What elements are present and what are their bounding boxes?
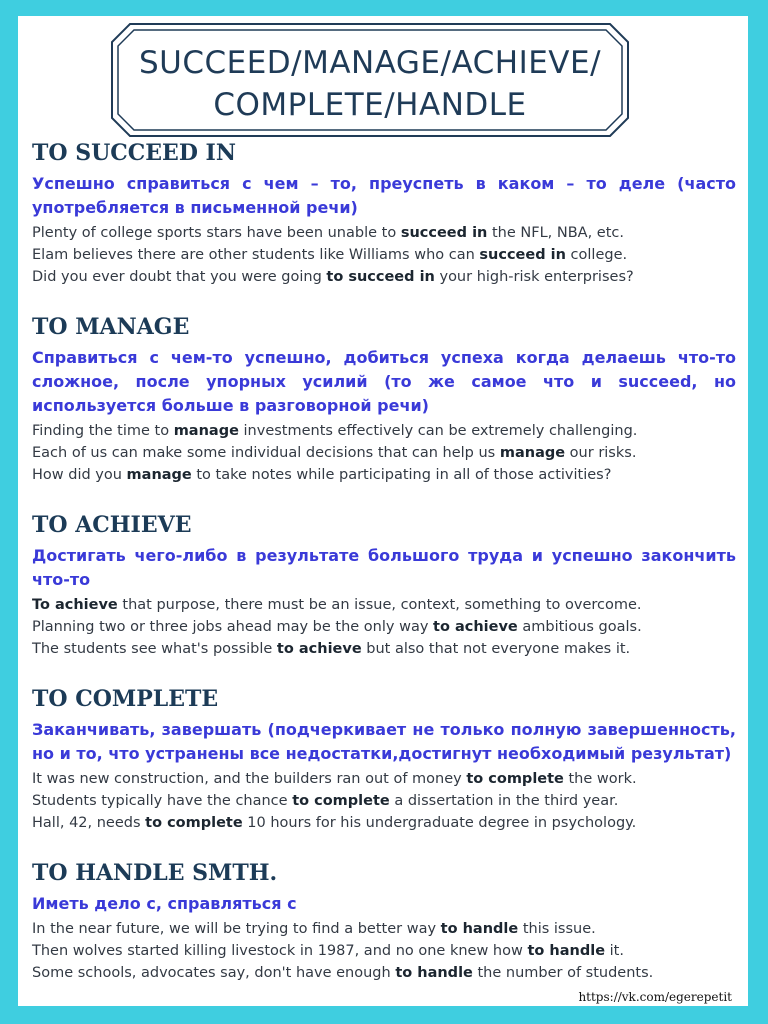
section-complete xyxy=(32,684,736,834)
section-definition: Заканчивать, завершать (подчеркивает не только полную завершенность, но и то, что устранены все недостатки,достигнут необходимый результат) xyxy=(32,720,736,763)
title-line-1: SUCCEED/MANAGE/ACHIEVE/ xyxy=(138,45,602,81)
example-sentence: Then wolves started killing livestock in 1987, and no one knew how to handle it. xyxy=(32,943,624,959)
section-heading: TO ACHIEVE xyxy=(32,512,192,538)
section-handle xyxy=(32,858,736,984)
section-heading: TO HANDLE SMTH. xyxy=(32,860,278,886)
example-sentence: Planning two or three jobs ahead may be the only way to achieve ambitious goals. xyxy=(32,619,642,635)
section-definition: Иметь дело с, справляться с xyxy=(32,894,297,913)
worksheet-page xyxy=(18,16,748,1006)
section-heading: TO MANAGE xyxy=(32,314,190,340)
section-heading: TO COMPLETE xyxy=(32,686,219,712)
example-sentence: Did you ever doubt that you were going to succeed in your high-risk enterprises? xyxy=(32,269,634,285)
title-line-2: COMPLETE/HANDLE xyxy=(213,87,527,123)
section-heading: TO SUCCEED IN xyxy=(32,140,236,166)
example-sentence: To achieve that purpose, there must be an issue, context, something to overcome. xyxy=(32,597,642,613)
example-sentence: In the near future, we will be trying to find a better way to handle this issue. xyxy=(32,921,596,937)
source-link[interactable]: https://vk.com/egerepetit xyxy=(578,990,732,1004)
section-definition: Успешно справиться с чем – то, преуспеть в каком – то деле (часто употребляется в письменной речи) xyxy=(32,174,736,217)
section-succeed xyxy=(32,138,736,288)
example-sentence: It was new construction, and the builders ran out of money to complete the work. xyxy=(32,771,637,787)
section-definition: Достигать чего-либо в результате большого труда и успешно закончить что-то xyxy=(32,546,736,589)
section-achieve xyxy=(32,510,736,660)
example-sentence: Some schools, advocates say, don't have enough to handle the number of students. xyxy=(32,965,654,981)
example-sentence: Students typically have the chance to complete a dissertation in the third year. xyxy=(32,793,619,809)
section-manage xyxy=(32,312,736,486)
example-sentence: The students see what's possible to achieve but also that not everyone makes it. xyxy=(32,641,631,657)
content xyxy=(32,138,736,984)
example-sentence: Hall, 42, needs to complete 10 hours for his undergraduate degree in psychology. xyxy=(32,815,637,831)
section-definition: Справиться с чем-то успешно, добиться успеха когда делаешь что-то сложное, после упорных усилий (то же самое что и succeed, но используется больше в разговорной речи) xyxy=(32,348,736,415)
example-sentence: Elam believes there are other students like Williams who can succeed in college. xyxy=(32,247,628,263)
example-sentence: Each of us can make some individual decisions that can help us manage our risks. xyxy=(32,445,637,461)
example-sentence: Plenty of college sports stars have been unable to succeed in the NFL, NBA, etc. xyxy=(32,225,624,241)
example-sentence: Finding the time to manage investments effectively can be extremely challenging. xyxy=(32,423,638,439)
title-frame xyxy=(110,22,630,138)
example-sentence: How did you manage to take notes while participating in all of those activities? xyxy=(32,467,612,483)
page-title xyxy=(110,42,630,126)
